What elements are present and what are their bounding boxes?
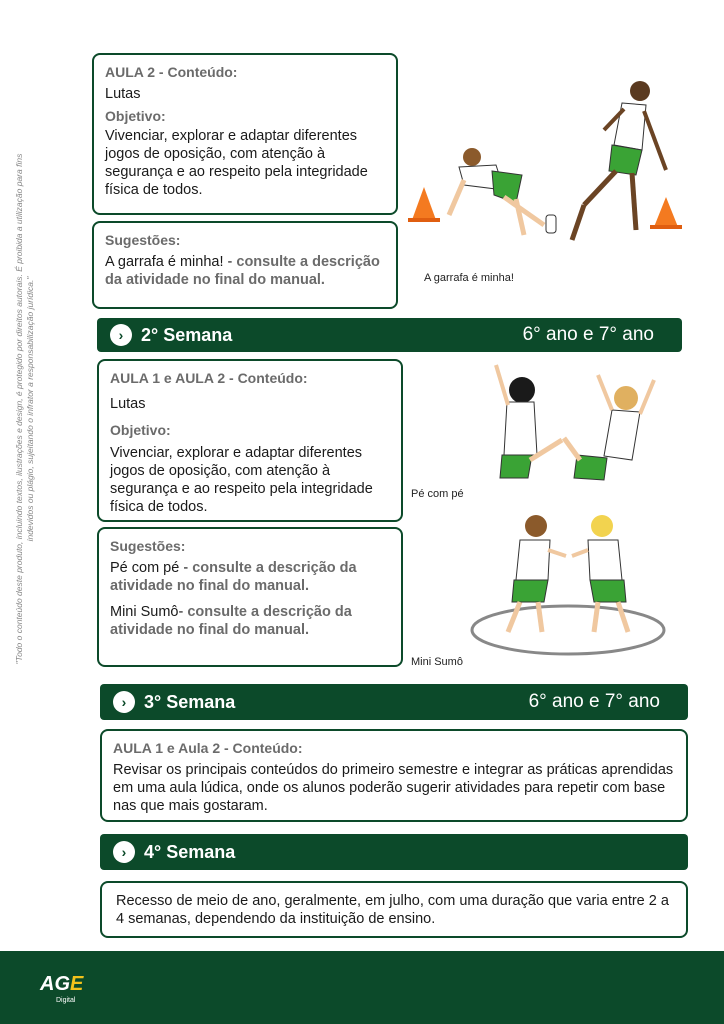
week2-header xyxy=(97,318,682,352)
suggestion-2 xyxy=(110,603,390,639)
content-text: Lutas xyxy=(110,396,146,412)
week3-header xyxy=(100,684,688,720)
week3-title: 3° Semana xyxy=(144,691,236,712)
bottle-caption: A garrafa é minha! xyxy=(424,272,514,284)
suggestions-label: Sugestões: xyxy=(105,232,181,248)
footer xyxy=(0,951,724,1024)
content-label: AULA 1 e Aula 2 - Conteúdo: xyxy=(113,740,303,756)
week4-title: 4° Semana xyxy=(144,841,236,862)
week2-title: 2° Semana xyxy=(141,324,233,345)
week2-suggestions-card xyxy=(97,527,403,667)
suggestion-1-prefix: Pé com pé - xyxy=(110,560,193,576)
week4-content-card xyxy=(100,881,688,938)
suggestion-2-link[interactable]: consulte a descrição da atividade no final do manual. xyxy=(110,604,352,638)
age-logo xyxy=(40,973,84,1004)
bottle-game-illustration xyxy=(404,75,684,265)
chevron-right-icon: › xyxy=(113,841,135,863)
content-text: Recesso de meio de ano, geralmente, em julho, com uma duração que varia entre 2 a 4 semanas, dependendo da instituição de ensino. xyxy=(116,893,669,927)
chevron-right-icon: › xyxy=(110,324,132,346)
objective-label: Objetivo: xyxy=(105,108,166,124)
suggestions-label: Sugestões: xyxy=(110,538,186,554)
objective-text: Vivenciar, explorar e adaptar diferentes jogos de oposição, com atenção à segurança e ao respeito pela integridade física de todos. xyxy=(105,128,368,198)
week1-suggestions-card xyxy=(92,221,398,309)
sumo-caption: Mini Sumô xyxy=(411,656,463,668)
copyright-note: "Todo o conteúdo deste produto, incluindo textos, ilustrações e design, é protegido por direitos autorais. É proibida a utilização para fins indevidos ou plágio, sujeitando o infrator a responsabilização jurídica." xyxy=(14,153,35,665)
suggestion-prefix: A garrafa é minha! - xyxy=(105,254,237,270)
week1-content-card xyxy=(92,53,398,215)
week4-header xyxy=(100,834,688,870)
logo-subtitle: Digital xyxy=(56,997,76,1004)
suggestion-text xyxy=(105,253,385,289)
content-label: AULA 2 - Conteúdo: xyxy=(105,64,238,80)
content-text: Lutas xyxy=(105,86,141,102)
objective-label: Objetivo: xyxy=(110,422,171,438)
foot-caption: Pé com pé xyxy=(411,488,464,500)
suggestion-link[interactable]: consulte a descrição da atividade no final do manual. xyxy=(105,254,380,288)
week2-grade: 6° ano e 7° ano xyxy=(522,324,654,345)
week3-content-card xyxy=(100,729,688,822)
suggestion-2-prefix: Mini Sumô- xyxy=(110,604,188,620)
logo-text-e: E xyxy=(70,973,84,995)
chevron-right-icon: › xyxy=(113,691,135,713)
logo-text-a: AG xyxy=(40,973,70,995)
objective-text: Vivenciar, explorar e adaptar diferentes jogos de oposição, com atenção à segurança e ao respeito pela integridade física de todos. xyxy=(110,445,373,515)
mini-sumo-illustration xyxy=(468,512,668,657)
week2-content-card xyxy=(97,359,403,522)
week3-grade: 6° ano e 7° ano xyxy=(528,691,660,712)
suggestion-1-link[interactable]: consulte a descrição da atividade no final do manual. xyxy=(110,560,357,594)
foot-to-foot-illustration xyxy=(482,360,662,490)
suggestion-1 xyxy=(110,559,390,595)
content-text: Revisar os principais conteúdos do primeiro semestre e integrar as práticas aprendidas em uma aula lúdica, onde os alunos poderão sugerir atividades para repetir com base nas que mais gostaram. xyxy=(113,762,674,814)
content-label: AULA 1 e AULA 2 - Conteúdo: xyxy=(110,370,308,386)
